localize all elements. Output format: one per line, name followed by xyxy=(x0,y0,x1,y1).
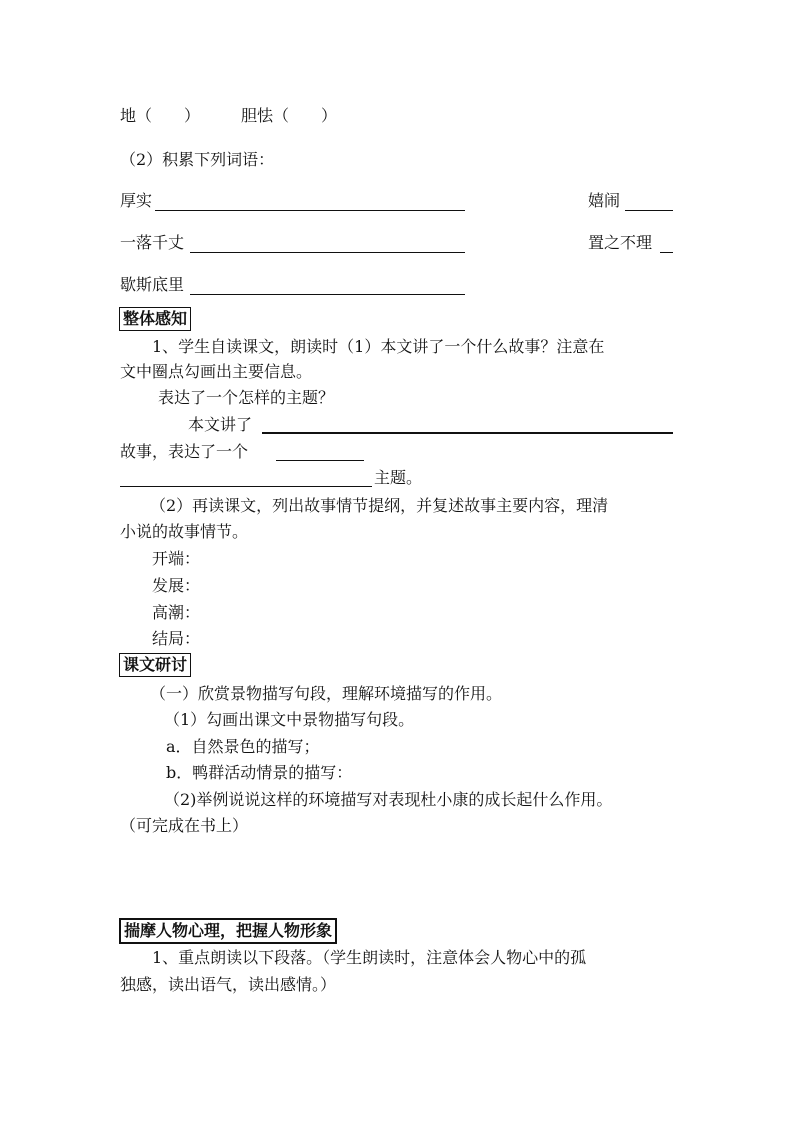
vocab-word-yiluoqianzhang: 一落千丈 xyxy=(120,233,185,252)
answer-blank[interactable] xyxy=(262,432,673,434)
fill-text-a: 本文讲了 xyxy=(188,415,253,434)
section-title-character: 揣摩人物心理，把握人物形象 xyxy=(119,918,337,944)
vocab-item-danqie: 胆怯（ ） xyxy=(241,106,338,125)
answer-blank[interactable] xyxy=(120,486,372,487)
study-line-3: a．自然景色的描写； xyxy=(166,737,320,756)
question-1-line-3: 表达了一个怎样的主题？ xyxy=(158,388,335,407)
plot-development: 发展： xyxy=(152,576,201,595)
answer-blank[interactable] xyxy=(190,294,465,295)
vocab-word-xinao: 嬉闹 xyxy=(588,191,621,210)
study-line-4: b．鸭群活动情景的描写： xyxy=(166,763,353,782)
study-line-6: （可完成在书上） xyxy=(120,816,249,835)
answer-blank[interactable] xyxy=(155,210,465,211)
question-1-line-2: 文中圈点勾画出主要信息。 xyxy=(120,362,313,381)
plot-beginning: 开端： xyxy=(152,549,201,568)
section-title-overall: 整体感知 xyxy=(119,307,191,331)
question-1-line-1: 1、学生自读课文，朗读时（1）本文讲了一个什么故事？注意在 xyxy=(152,337,605,356)
study-line-2: （1）勾画出课文中景物描写句段。 xyxy=(164,710,415,729)
plot-climax: 高潮： xyxy=(152,603,201,622)
answer-blank[interactable] xyxy=(190,252,465,253)
character-line-1: 1、重点朗读以下段落。（学生朗读时，注意体会人物心中的孤 xyxy=(152,948,587,967)
section-title-study: 课文研讨 xyxy=(119,653,191,677)
fill-text-b: 故事，表达了一个 xyxy=(120,442,249,461)
plot-ending: 结局： xyxy=(152,629,201,648)
character-line-2: 独感，读出语气，读出感情。） xyxy=(120,975,337,994)
study-line-1: （一）欣赏景物描写句段，理解环境描写的作用。 xyxy=(150,684,503,703)
answer-blank[interactable] xyxy=(276,460,364,461)
answer-blank[interactable] xyxy=(660,252,673,253)
study-line-5: （2)举例说说这样的环境描写对表现杜小康的成长起什么作用。 xyxy=(164,790,613,809)
question-2-line-2: 小说的故事情节。 xyxy=(120,522,249,541)
question-2-line-1: （2）再读课文，列出故事情节提纲，并复述故事主要内容，理清 xyxy=(150,496,609,515)
vocab-heading: （2）积累下列词语： xyxy=(120,150,275,169)
vocab-item-di: 地（ ） xyxy=(120,106,201,125)
fill-text-c: 主题。 xyxy=(374,468,423,487)
vocab-word-zhizhibuli: 置之不理 xyxy=(588,233,653,252)
vocab-word-xisidili: 歇斯底里 xyxy=(120,275,185,294)
vocab-word-houshi: 厚实 xyxy=(120,191,153,210)
answer-blank[interactable] xyxy=(625,210,673,211)
